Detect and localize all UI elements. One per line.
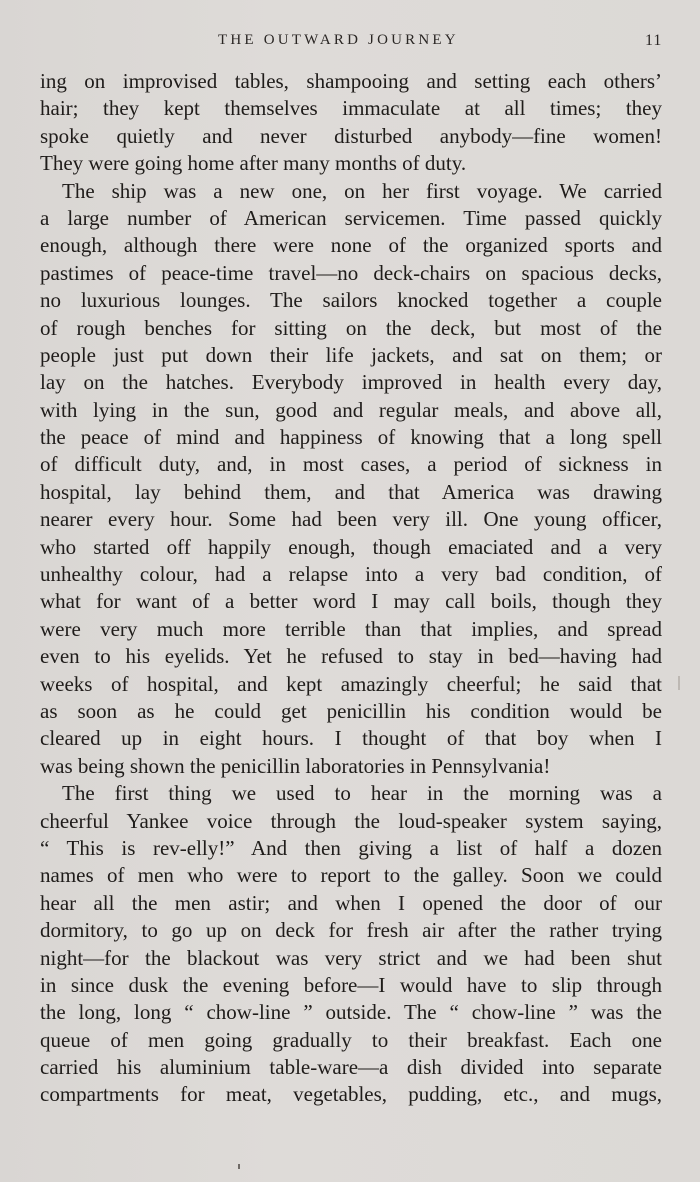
text-line: nearer every hour. Some had been very ill. One young officer,	[40, 507, 662, 532]
text-line: was being shown the penicillin laboratories in Pennsylvania!	[40, 753, 551, 778]
text-line: the peace of mind and happiness of knowing that a long spell	[40, 425, 662, 450]
paragraph-first-line: The first thing we used to hear in the morning was a	[62, 781, 662, 806]
text-line: weeks of hospital, and kept amazingly cheerful; he said that	[40, 671, 662, 696]
text-line: cheerful Yankee voice through the loud-speaker system saying,	[40, 808, 662, 833]
text-line: what for want of a better word I may call boils, though they	[40, 589, 662, 614]
text-line: hospital, lay behind them, and that America was drawing	[40, 479, 662, 504]
text-line: lay on the hatches. Everybody improved in health every day,	[40, 370, 662, 395]
text-line: enough, although there were none of the organized sports and	[40, 233, 662, 258]
text-line: “ This is rev-elly!” And then giving a list of half a dozen	[40, 835, 662, 860]
text-line: dormitory, to go up on deck for fresh air after the rather trying	[40, 918, 662, 943]
text-line: queue of men going gradually to their breakfast. Each one	[40, 1027, 662, 1052]
text-line: a large number of American servicemen. Time passed quickly	[40, 205, 662, 230]
text-line: of rough benches for sitting on the deck, but most of the	[40, 315, 662, 340]
text-line: pastimes of peace-time travel—no deck-chairs on spacious decks,	[40, 260, 662, 285]
text-line: cleared up in eight hours. I thought of that boy when I	[40, 726, 662, 751]
text-line: hair; they kept themselves immaculate at all times; they	[40, 96, 662, 121]
text-line: people just put down their life jackets, and sat on them; or	[40, 342, 662, 367]
text-line: no luxurious lounges. The sailors knocked together a couple	[40, 288, 662, 313]
body-text	[40, 68, 662, 1109]
text-line: unhealthy colour, had a relapse into a very bad condition, of	[40, 562, 662, 587]
text-line: night—for the blackout was very strict and we had been shut	[40, 945, 662, 970]
text-line: even to his eyelids. Yet he refused to stay in bed—having had	[40, 644, 662, 669]
text-line: They were going home after many months of duty.	[40, 151, 467, 176]
text-line: hear all the men astir; and when I opened the door of our	[40, 890, 662, 915]
text-line: ing on improvised tables, shampooing and setting each others’	[40, 69, 662, 93]
text-line: as soon as he could get penicillin his condition would be	[40, 698, 662, 723]
text-line: compartments for meat, vegetables, pudding, etc., and mugs,	[40, 1082, 662, 1107]
paragraph-first-line: The ship was a new one, on her first voyage. We carried	[62, 178, 662, 203]
text-line: the long, long “ chow-line ” outside. The “ chow-line ” was the	[40, 1000, 662, 1025]
running-title: THE OUTWARD JOURNEY	[218, 32, 459, 48]
text-line: with lying in the sun, good and regular meals, and above all,	[40, 397, 662, 422]
text-line: names of men who were to report to the galley. Soon we could	[40, 863, 662, 888]
page-number: 11	[645, 32, 663, 49]
margin-mark	[678, 676, 680, 690]
text-line: carried his aluminium table-ware—a dish divided into separate	[40, 1055, 662, 1080]
running-header	[0, 32, 700, 56]
page-speck	[238, 1164, 240, 1169]
text-line: spoke quietly and never disturbed anybody—fine women!	[40, 123, 662, 148]
text-line: were very much more terrible than that implies, and spread	[40, 616, 662, 641]
text-line: who started off happily enough, though emaciated and a very	[40, 534, 662, 559]
text-line: in since dusk the evening before—I would have to slip through	[40, 972, 662, 997]
text-line: of difficult duty, and, in most cases, a period of sickness in	[40, 452, 662, 477]
